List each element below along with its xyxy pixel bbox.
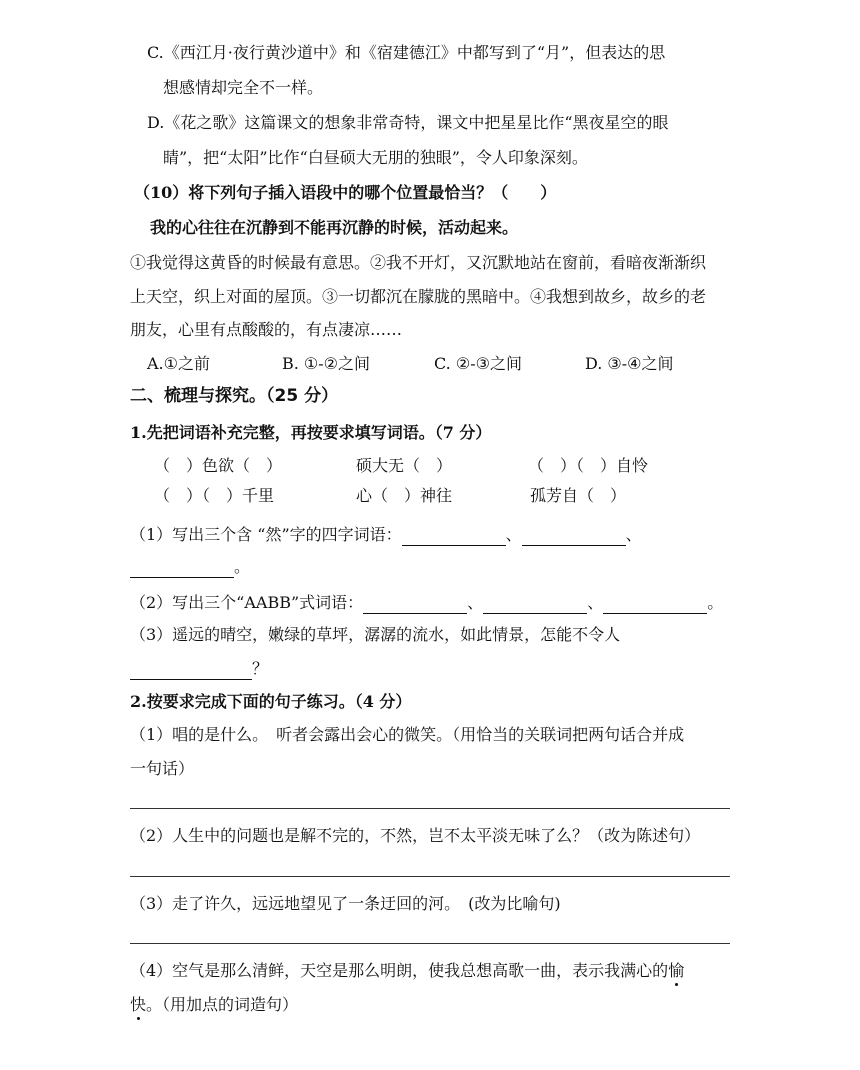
sentence-4-text: （4）空气是那么清鲜，天空是那么明朗，使我总想高歌一曲，表示我满心的 xyxy=(130,961,669,980)
option-d: D. ③-④之间 xyxy=(585,354,674,373)
word-fill-6: 孤芳自（ ） xyxy=(530,486,627,505)
period: 。 xyxy=(234,557,251,576)
answer-blank[interactable] xyxy=(522,527,626,546)
answer-line[interactable] xyxy=(130,943,730,944)
sub-question-1 xyxy=(130,524,642,546)
question-2-title: 2.按要求完成下面的句子练习。（4 分） xyxy=(130,692,412,711)
word-fill-1: （ ）色欲（ ） xyxy=(154,456,283,475)
period: 。 xyxy=(707,593,724,612)
sub-question-2-text: （2）写出三个“AABB”式词语： xyxy=(130,593,364,612)
answer-line[interactable] xyxy=(130,808,730,809)
sentence-1-line2: 一句话） xyxy=(130,759,195,778)
separator: 、 xyxy=(587,593,604,612)
word-fill-3: （ ）（ ）自怜 xyxy=(528,456,649,475)
question-mark: ？ xyxy=(252,659,269,678)
sentence-2: （2）人生中的问题也是解不完的，不然，岂不太平淡无味了么？（改为陈述句） xyxy=(130,826,701,845)
sentence-3: （3）走了许久，远远地望见了一条迂回的河。 (改为比喻句) xyxy=(130,894,561,913)
paragraph-line3: 朋友，心里有点酸酸的，有点凄凉…… xyxy=(130,320,403,339)
answer-line[interactable] xyxy=(130,876,730,877)
word-fill-4: （ ）（ ）千里 xyxy=(154,486,275,505)
option-d-line2: 睛”，把“太阳”比作“白昼硕大无朋的独眼”，令人印象深刻。 xyxy=(163,148,588,167)
answer-blank[interactable] xyxy=(483,595,587,614)
sub-question-3-line1: （3）遥远的晴空，嫩绿的草坪，潺潺的流水，如此情景，怎能不令人 xyxy=(130,625,621,644)
option-c-line1: C.《西江月·夜行黄沙道中》和《宿建德江》中都写到了“月”，但表达的思 xyxy=(147,43,666,62)
separator: 、 xyxy=(505,525,522,544)
dotted-word-char: 愉 xyxy=(668,961,685,980)
separator: 、 xyxy=(625,525,642,544)
answer-blank[interactable] xyxy=(402,527,506,546)
separator: 、 xyxy=(467,593,484,612)
question-1-title: 1.先把词语补充完整，再按要求填写词语。（7 分） xyxy=(130,423,492,442)
answer-blank[interactable] xyxy=(603,595,707,614)
sentence-4-line1 xyxy=(130,960,684,982)
sub-question-1-cont xyxy=(130,556,250,578)
sentence-4-instruction: 。（用加点的词造句） xyxy=(146,995,299,1014)
answer-blank[interactable] xyxy=(130,559,234,578)
option-b: B. ①-②之间 xyxy=(282,354,371,373)
word-fill-2: 硕大无（ ） xyxy=(356,456,453,475)
insert-sentence: 我的心往往在沉静到不能再沉静的时候，活动起来。 xyxy=(150,218,519,237)
sub-question-1-text: （1）写出三个含 “然”字的四字词语： xyxy=(130,525,402,544)
paragraph-line2: 上天空，织上对面的屋顶。③一切都沉在朦胧的黑暗中。④我想到故乡，故乡的老 xyxy=(130,287,707,306)
paragraph-line1: ①我觉得这黄昏的时候最有意思。②我不开灯，又沉默地站在窗前，看暗夜渐渐织 xyxy=(130,253,707,272)
answer-blank[interactable] xyxy=(130,661,252,680)
word-fill-5: 心（ ）神往 xyxy=(356,486,453,505)
sentence-4-line2 xyxy=(130,994,298,1016)
option-d-line1: D.《花之歌》这篇课文的想象非常奇特，课文中把星星比作“黑夜星空的眼 xyxy=(147,113,669,132)
sub-question-2 xyxy=(130,592,723,614)
option-c: C. ②-③之间 xyxy=(434,354,522,373)
sub-question-3-line2 xyxy=(130,658,268,680)
option-c-line2: 想感情却完全不一样。 xyxy=(163,78,324,97)
dotted-word-char: 快 xyxy=(130,995,147,1014)
question-10-title: （10）将下列句子插入语段中的哪个位置最恰当？（ ） xyxy=(134,183,557,202)
answer-blank[interactable] xyxy=(363,595,467,614)
section-title: 二、梳理与探究。（25 分） xyxy=(130,386,339,406)
sentence-1-line1: （1）唱的是什么。 听者会露出会心的微笑。（用恰当的关联词把两句话合并成 xyxy=(130,725,685,744)
option-a: A.①之前 xyxy=(147,354,210,373)
